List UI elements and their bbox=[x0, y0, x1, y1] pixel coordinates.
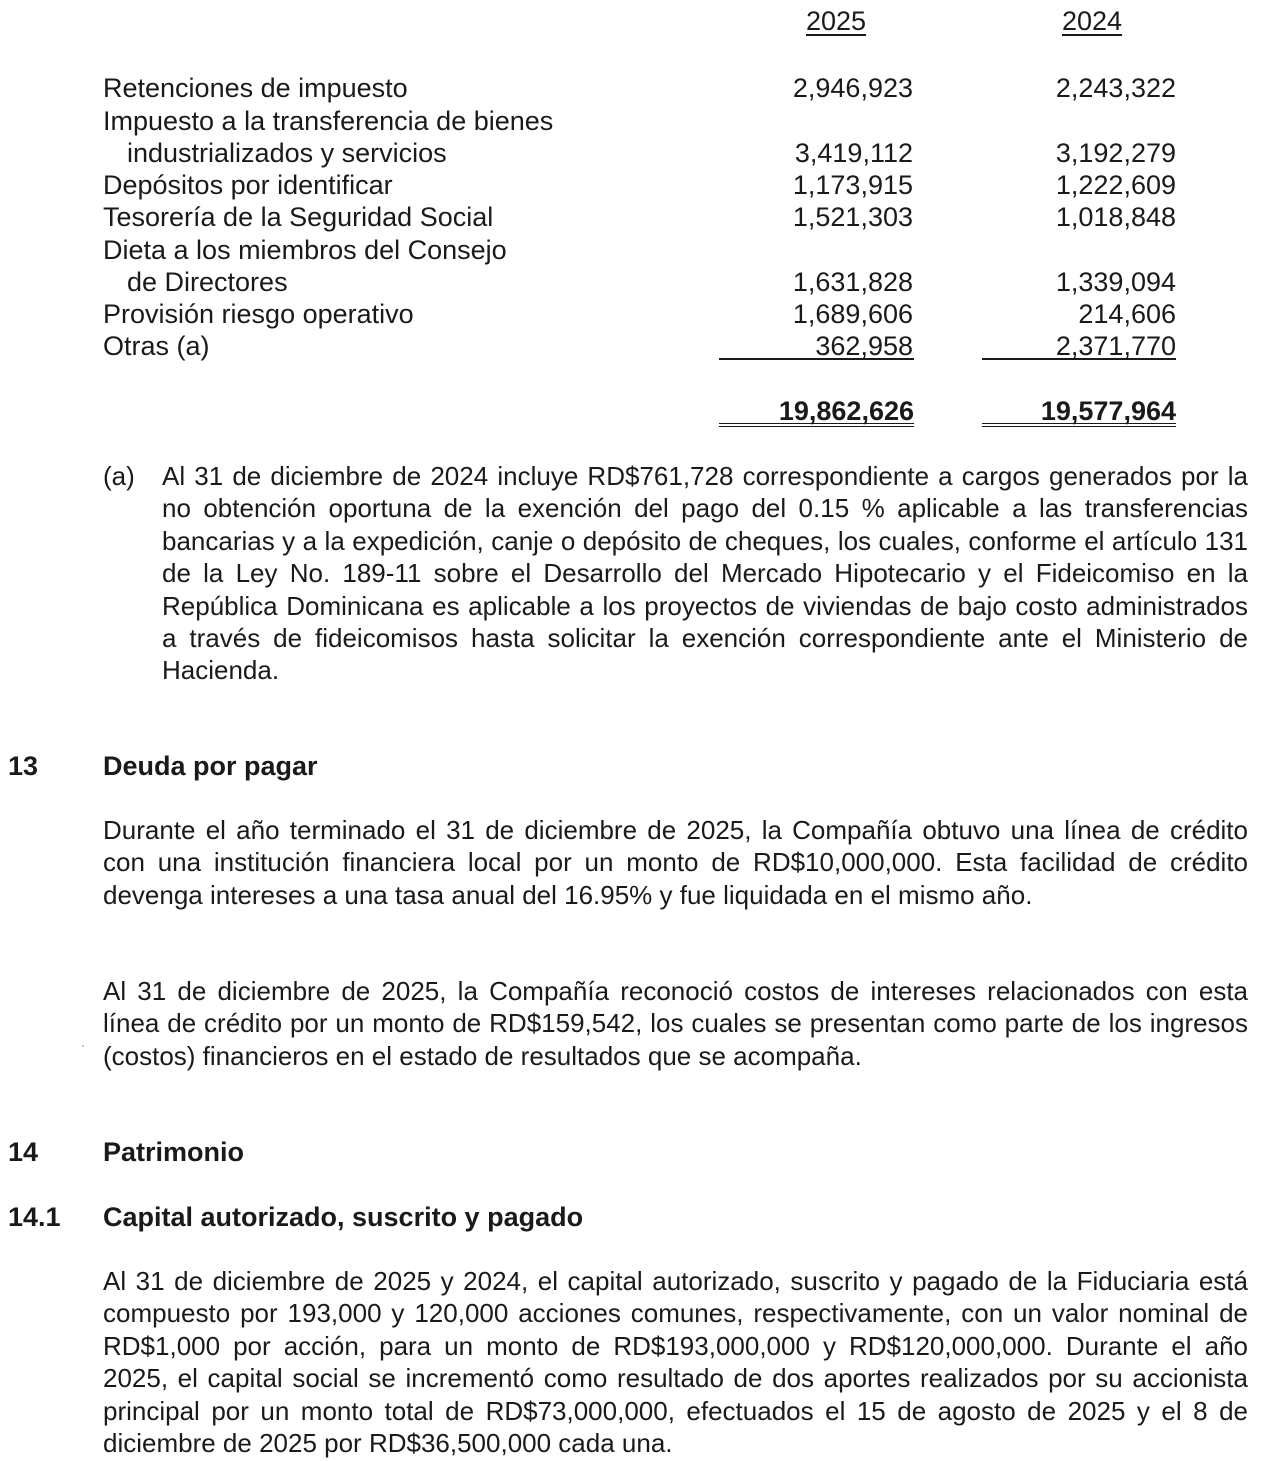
row-label: Provisión riesgo operativo bbox=[103, 299, 414, 329]
table-row bbox=[103, 298, 1183, 330]
section-14-number: 14 bbox=[8, 1137, 39, 1167]
row-label: de Directores bbox=[127, 267, 288, 297]
subtotal-rule-2025 bbox=[719, 358, 914, 360]
year-header-2024: 2024 bbox=[1062, 6, 1123, 36]
value-2024: 214,606 bbox=[1078, 299, 1176, 329]
year-header-2025: 2025 bbox=[806, 6, 867, 36]
table-row bbox=[103, 266, 1183, 298]
section-14-1-paragraph: Al 31 de diciembre de 2025 y 2024, el capital autorizado, suscrito y pagado de la Fiduciaria está compuesto por 193,000 y 120,000 acciones comunes, respectivamente, con un valor nominal de RD$1,000 por acción, para un monto de RD$193,000,000 y RD$120,000,000. Durante el año 2025, el capital social se incrementó como resultado de dos aportes realizados por su accionista principal por un monto total de RD$73,000,000, efectuados el 15 de agosto de 2025 y el 8 de diciembre de 2025 por RD$36,500,000 cada una. bbox=[103, 1266, 1248, 1459]
total-double-rule-2024 bbox=[982, 423, 1176, 427]
value-2025: 362,958 bbox=[815, 331, 913, 361]
value-2025: 1,689,606 bbox=[792, 299, 913, 329]
value-2024: 1,018,848 bbox=[1055, 202, 1176, 232]
row-label: industrializados y servicios bbox=[127, 138, 447, 168]
value-2025: 1,173,915 bbox=[792, 170, 913, 200]
total-double-rule-2025 bbox=[719, 423, 914, 427]
total-2024: 19,577,964 bbox=[1040, 396, 1176, 426]
value-2024: 2,243,322 bbox=[1055, 73, 1176, 103]
value-2025: 1,521,303 bbox=[792, 202, 913, 232]
value-2024: 3,192,279 bbox=[1055, 138, 1176, 168]
value-2024: 2,371,770 bbox=[1055, 331, 1176, 361]
section-13-number: 13 bbox=[8, 751, 39, 781]
table-row bbox=[103, 137, 1183, 169]
value-2024: 1,222,609 bbox=[1055, 170, 1176, 200]
row-label: Tesorería de la Seguridad Social bbox=[103, 202, 494, 232]
table-row bbox=[103, 234, 1183, 266]
section-14-1-number: 14.1 bbox=[8, 1202, 61, 1232]
value-2025: 2,946,923 bbox=[792, 73, 913, 103]
row-label: Depósitos por identificar bbox=[103, 170, 393, 200]
row-label: Impuesto a la transferencia de bienes bbox=[103, 106, 554, 136]
section-13-title: Deuda por pagar bbox=[103, 751, 318, 781]
scan-speck bbox=[82, 1045, 84, 1047]
total-2025: 19,862,626 bbox=[778, 396, 914, 426]
value-2025: 1,631,828 bbox=[792, 267, 913, 297]
note-paragraph: Al 31 de diciembre de 2024 incluye RD$761,728 correspondiente a cargos generados por la no obtención oportuna de la exención del pago del 0.15 % aplicable a las transferencias bancarias y a la expedición, canje o depósito de cheques, los cuales, conforme el artículo 131 de la Ley No. 189-11 sobre el Desarrollo del Mercado Hipotecario y el Fideicomiso en la República Dominicana es aplicable a los proyectos de viviendas de bajo costo administrados a través de fideicomisos hasta solicitar la exención correspondiente ante el Ministerio de Hacienda. bbox=[162, 461, 1248, 686]
table-row bbox=[103, 169, 1183, 201]
section-13-paragraph-1: Durante el año terminado el 31 de diciembre de 2025, la Compañía obtuvo una línea de crédito con una institución financiera local por un monto de RD$10,000,000. Esta facilidad de crédito devenga intereses a una tasa anual del 16.95% y fue liquidada en el mismo año. bbox=[103, 815, 1248, 910]
note-marker: (a) bbox=[103, 461, 135, 491]
table-row bbox=[103, 201, 1183, 233]
section-14-title: Patrimonio bbox=[103, 1137, 245, 1167]
row-label: Otras (a) bbox=[103, 331, 210, 361]
row-label: Retenciones de impuesto bbox=[103, 73, 408, 103]
subtotal-rule-2024 bbox=[982, 358, 1176, 360]
table-row bbox=[103, 72, 1183, 104]
value-2025: 3,419,112 bbox=[794, 138, 913, 168]
section-13-paragraph-2: Al 31 de diciembre de 2025, la Compañía reconoció costos de intereses relacionados con esta línea de crédito por un monto de RD$159,542, los cuales se presentan como parte de los ingresos (costos) financieros en el estado de resultados que se acompaña. bbox=[103, 976, 1248, 1071]
section-14-1-title: Capital autorizado, suscrito y pagado bbox=[103, 1202, 584, 1232]
table-row bbox=[103, 105, 1183, 137]
value-2024: 1,339,094 bbox=[1055, 267, 1176, 297]
row-label: Dieta a los miembros del Consejo bbox=[103, 235, 507, 265]
